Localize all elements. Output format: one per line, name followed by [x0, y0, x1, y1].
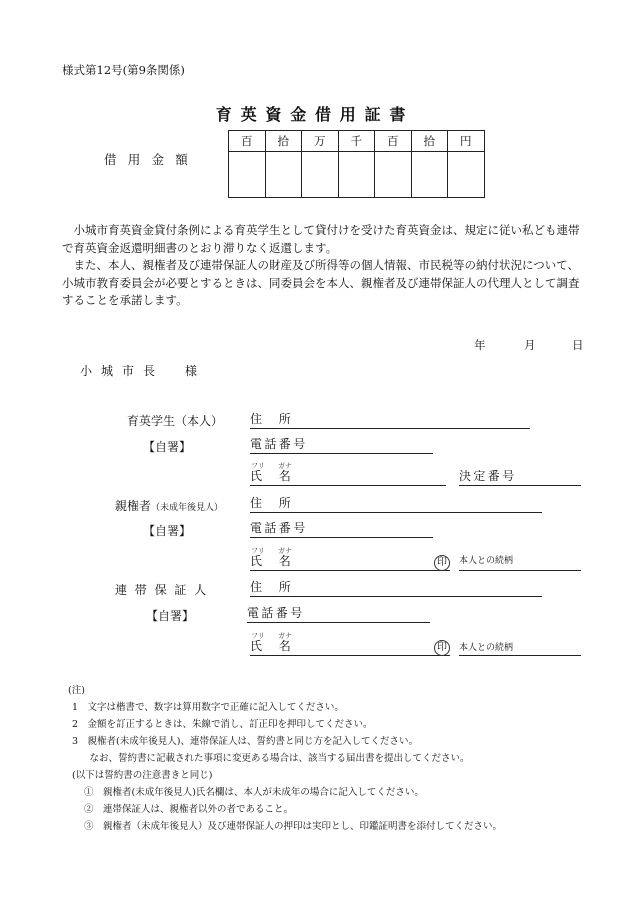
guarantor-name-field[interactable] — [250, 638, 450, 656]
furigana-label: フリ — [251, 547, 265, 555]
form-number: 様式第12号(第9条関係) — [62, 63, 185, 77]
date-day: 日 — [572, 338, 584, 352]
unit-cell: 千 — [338, 131, 375, 152]
student-phone-field[interactable] — [250, 436, 433, 454]
guardian-phone-field[interactable] — [250, 520, 433, 538]
furigana-label: フリ — [251, 632, 265, 640]
guardian-name-field[interactable] — [250, 553, 450, 571]
student-name-field[interactable] — [250, 468, 446, 486]
furigana-label: ガナ — [278, 632, 292, 640]
addressee: 小城市長 様 — [80, 364, 207, 378]
seal-mark: 印 — [434, 640, 450, 656]
student-name-label: 氏 名 — [250, 469, 294, 483]
amount-digit-field[interactable] — [229, 152, 266, 198]
note-item: 3 親権者(未成年後見人)、連帯保証人は、誓約書と同じ方を記入してください。 — [72, 736, 418, 747]
guardian-label: 親権者（未成年後見人） — [115, 499, 224, 513]
amount-digit-field[interactable] — [302, 152, 339, 198]
note-item: なお、誓約書に記載された事項に変更ある場合は、該当する届出書を提出してください。 — [80, 753, 470, 764]
guarantor-phone-field[interactable] — [247, 605, 430, 623]
amount-label: 借用金額 — [104, 152, 200, 167]
note-item: ② 連帯保証人は、親権者以外の者であること。 — [84, 804, 294, 815]
guarantor-sign-label: 【自署】 — [146, 609, 195, 623]
guarantor-phone-label: 電話番号 — [247, 606, 305, 620]
student-address-field[interactable] — [250, 411, 530, 429]
student-label: 育英学生（本人） — [127, 414, 224, 428]
note-item: ③ 親権者（未成年後見人）及び連帯保証人の押印は実印とし、印鑑証明書を添付してください。 — [84, 821, 503, 832]
unit-cell: 円 — [448, 131, 485, 152]
guarantor-address-label: 住 所 — [250, 580, 294, 594]
furigana-label: ガナ — [278, 462, 292, 470]
decision-number-label: 決定番号 — [459, 469, 517, 483]
amount-digit-field[interactable] — [265, 152, 302, 198]
student-sign-label: 【自署】 — [143, 440, 192, 454]
unit-cell: 百 — [375, 131, 412, 152]
seal-mark: 印 — [434, 555, 450, 571]
amount-digit-field[interactable] — [411, 152, 448, 198]
guardian-relation-field[interactable] — [459, 553, 581, 571]
paragraph-consent: また、本人、親権者及び連帯保証人の財産及び所得等の個人情報、市民税等の納付状況について、小城市教育委員会が必要とするときは、同委員会を本人、親権者及び連帯保証人の代理人として調査することを承諾します。 — [62, 258, 580, 307]
date-year: 年 — [474, 338, 486, 352]
guardian-name-label: 氏 名 — [250, 554, 294, 568]
amount-digit-field[interactable] — [448, 152, 485, 198]
paragraph-repayment: 小城市育英資金貸付条例による育英学生として貸付けを受けた育英資金は、規定に従い私ども連帯で育英資金返還明細書のとおり滞りなく返還します。 — [62, 223, 580, 255]
date-month: 月 — [524, 338, 536, 352]
guarantor-relation-field[interactable] — [459, 638, 581, 656]
guarantor-label: 連帯保証人 — [115, 583, 215, 597]
guardian-address-label: 住 所 — [250, 496, 294, 510]
amount-table — [228, 130, 485, 198]
amount-digit-field[interactable] — [338, 152, 375, 198]
guardian-address-field[interactable] — [250, 495, 542, 513]
furigana-label: フリ — [251, 462, 265, 470]
student-address-label: 住 所 — [250, 412, 294, 426]
note-item: 1 文字は楷書で、数字は算用数字で正確に記入してください。 — [72, 702, 344, 713]
furigana-label: ガナ — [278, 547, 292, 555]
relation-label: 本人との続柄 — [459, 556, 514, 566]
unit-cell: 万 — [302, 131, 339, 152]
amount-digit-field[interactable] — [375, 152, 412, 198]
guarantor-name-label: 氏 名 — [250, 639, 294, 653]
guardian-phone-label: 電話番号 — [250, 521, 308, 535]
unit-cell: 百 — [229, 131, 266, 152]
note-item: 2 金額を訂正するときは、朱線で消し、訂正印を押印してください。 — [72, 719, 373, 730]
relation-label: 本人との続柄 — [459, 643, 514, 653]
unit-cell: 拾 — [265, 131, 302, 152]
decision-number-field[interactable] — [459, 468, 581, 486]
unit-cell: 拾 — [411, 131, 448, 152]
guarantor-address-field[interactable] — [250, 579, 542, 597]
student-phone-label: 電話番号 — [250, 437, 308, 451]
document-title: 育英資金借用証書 — [215, 105, 415, 124]
note-item: ① 親権者(未成年後見人)氏名欄は、本人が未成年の場合に記入してください。 — [84, 787, 424, 798]
notes-heading: (注) — [68, 685, 85, 696]
guardian-sign-label: 【自署】 — [143, 524, 192, 538]
note-subheading: (以下は誓約書の注意書きと同じ) — [72, 770, 213, 781]
